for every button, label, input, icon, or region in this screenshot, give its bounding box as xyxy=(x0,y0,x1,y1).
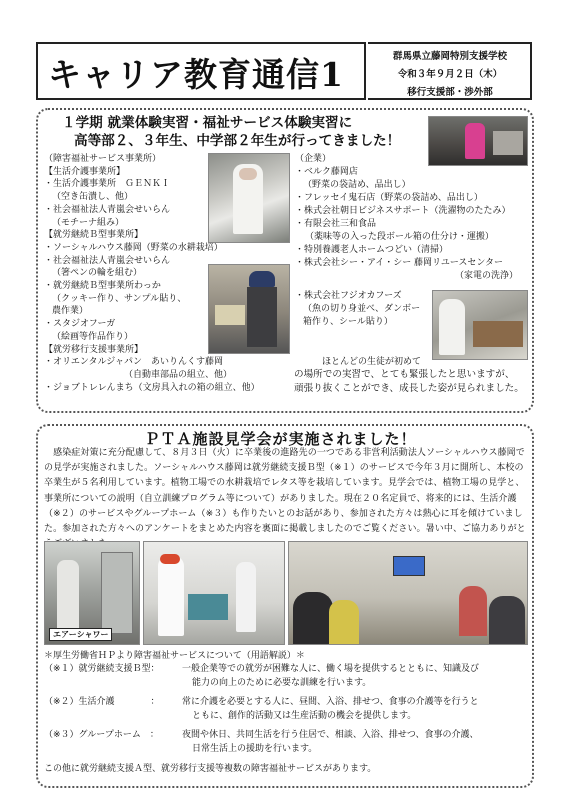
glossary-definition: 常に介護を必要とする人に、昼間、入浴、排せつ、食事の介護等を行うと xyxy=(182,697,479,707)
pta-body-text: 感染症対策に充分配慮して、８月３日（火）に卒業後の進路先の一つである非営利活動法人ソーシャルハウス藤岡での見学が実施されました。ソーシャルハウス藤岡は就労継続支援Ｂ型（※１）のサービスで今年３月に開所し、本校の卒業生が５名利用しています。植物工場での水耕栽培でレタス等を栽培しています。見学会では、植物工場の見学と、事業所についての説明（自立訓練プログラム等について）がありました。現在２０名定員で、将来的には、生活介護（※２）のサービスやグループホーム（※３）も作りたいとのお話があり、参加された方々は熱心に耳を傾けていました。参加された方々へのアンケートをまとめた内容を裏面に掲載しましたのでご覧ください。暑い中、ご協力ありがと xyxy=(44,448,526,535)
glossary-definition: 一般企業等での就労が困難な人に、働く場を提供するとともに、知識及び xyxy=(182,664,480,674)
company-line: ・株式会社朝日ビジネスサポート（洗濯物のたたみ） xyxy=(295,206,511,216)
air-shower-label: エアーシャワー xyxy=(49,628,112,641)
closing-line-2: の場所での実習で、とても緊張したと思いますが、 xyxy=(294,369,515,380)
department-name: 移行支援部・渉外部 xyxy=(407,87,493,98)
closing-line-3: 頑張り抜くことができ、成長した姿が見られました。 xyxy=(294,383,524,394)
facility-line: （クッキー作り、サンプル貼り、 xyxy=(52,293,187,304)
company-line: （薬味等の入った段ボール箱の仕分け・運搬） xyxy=(305,232,494,242)
facility-line: ・ジョブトレレんまち（文房具入れの箱の組立、他） xyxy=(44,382,260,393)
facility-line: （モチーナ組み） xyxy=(52,217,125,228)
facility-line: （障害福祉サービス事業所） xyxy=(44,154,162,164)
facility-line: ・スタジオフーガ xyxy=(44,319,116,330)
facility-line: （自動車部品の組立、他） xyxy=(124,369,233,380)
glossary-term: （※３）グループホーム ： xyxy=(44,730,159,740)
glossary-title: ＊厚生労働省ＨＰより障害福祉サービスについて（用語解説）＊ xyxy=(44,651,305,661)
company-line: （企業） xyxy=(295,154,332,164)
internship-heading-line1: １学期 就業体験実習・福祉サービス体験実習に xyxy=(62,115,353,131)
facility-line: 【生活介護事業所】 xyxy=(44,166,126,177)
glossary-term: （※１）就労継続支援Ｂ型： xyxy=(44,664,160,674)
company-line: （野菜の袋詰め、品出し） xyxy=(303,180,411,190)
facility-line: ・就労継続Ｂ型事業所わっか xyxy=(44,281,161,291)
facility-line: ・生活介護事業所 ＧＥＮＫＩ xyxy=(44,179,171,190)
facility-line: （箸ペンの輪を組む） xyxy=(52,268,143,279)
company-line: ・フレッセイ鬼石店（野菜の袋詰め、品出し） xyxy=(295,193,483,203)
photo-laundry xyxy=(428,116,528,166)
company-line: ・有限会社三和食品 xyxy=(295,219,377,229)
facility-line: ・社会福祉法人青嵐会せいらん xyxy=(44,255,171,266)
newsletter-title: キャリア教育通信1 xyxy=(48,55,344,94)
facility-line: ・オリエンタルジャパン あいりんくす藤岡 xyxy=(44,357,224,368)
closing-line-1: ほとんどの生徒が初めて xyxy=(322,357,422,367)
company-line: （家電の洗浄） xyxy=(455,271,519,281)
company-line: 箱作り、シール貼り） xyxy=(303,317,393,327)
glossary-definition-cont: ともに、創作的活動又は生産活動の機会を提供します。 xyxy=(192,711,417,721)
glossary-definition-cont: 能力の向上のために必要な訓練を行います。 xyxy=(192,678,372,688)
company-line: ・特別養護老人ホームつどい（清掃） xyxy=(295,245,449,255)
glossary-term: （※２）生活介護 ： xyxy=(44,697,160,707)
pta-heading: ＰＴＡ施設見学会が実施されました！ xyxy=(144,430,417,448)
company-line: ・株式会社シー・アイ・シー 藤岡リユースセンター xyxy=(295,258,504,268)
photo-air-shower xyxy=(44,541,140,645)
internship-heading-line2: 高等部２、３年生、中学部２年生が行ってきました！ xyxy=(74,133,401,149)
facility-line: 【就労移行支援事業所】 xyxy=(44,344,144,355)
facility-line: 農作業） xyxy=(52,306,89,317)
facility-line: ・ソーシャルハウス藤岡（野菜の水耕栽培） xyxy=(44,242,223,253)
photo-student-packing xyxy=(208,264,290,354)
company-line: （魚の切り身並べ、ダンボー xyxy=(303,304,421,314)
facility-line: ・社会福祉法人青嵐会せいらん xyxy=(44,204,171,215)
company-line: ・株式会社フジオカフーズ xyxy=(295,291,402,301)
glossary-definition-cont: 日常生活上の援助を行います。 xyxy=(192,744,318,754)
glossary-definition: 夜間や休日、共同生活を行う住居で、相談、入浴、排せつ、食事の介護、 xyxy=(182,730,479,740)
photo-fish-factory xyxy=(432,290,528,360)
facility-line: 【就労継続Ｂ型事業所】 xyxy=(44,230,144,241)
facility-line: （絵画等作品作り） xyxy=(52,331,134,342)
footer-note: この他に就労継続支援Ａ型、就労移行支援等複数の障害福祉サービスがあります。 xyxy=(44,764,377,774)
issue-date: 令和３年９月２日（木） xyxy=(397,69,503,80)
facility-line: （空き缶潰し、他） xyxy=(52,192,134,203)
school-name: 群馬県立藤岡特別支援学校 xyxy=(392,51,507,62)
company-line: ・ベルク藤岡店 xyxy=(295,167,358,177)
photo-student-cleaning xyxy=(208,153,290,243)
photo-plant-factory xyxy=(143,541,285,645)
photo-explanation-meeting xyxy=(288,541,528,645)
